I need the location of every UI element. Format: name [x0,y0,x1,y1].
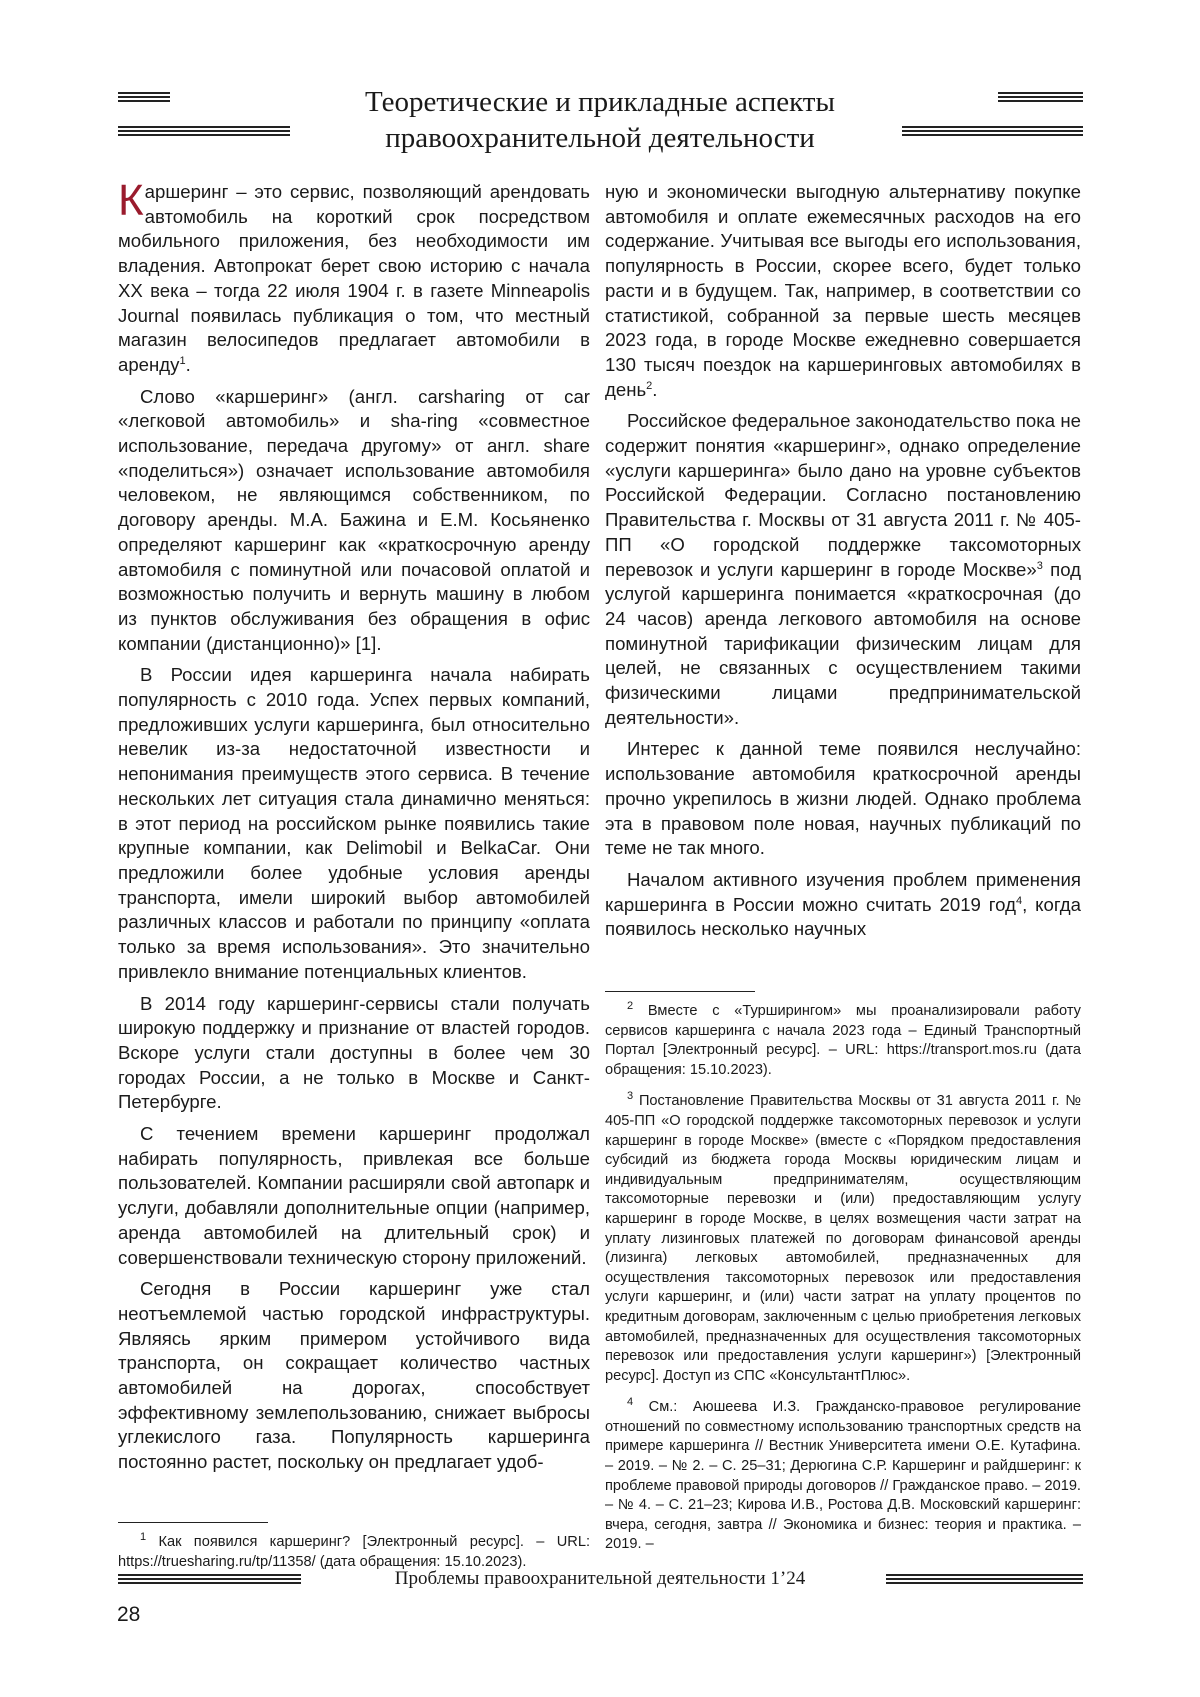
running-footer: Проблемы правоохранительной деятельности 1’24 [394,1568,806,1589]
left-column [118,176,590,1482]
paragraph: ную и экономически выгодную альтернативу покупке автомобиля и оплате ежемесячных расходов на его содержание. Учитывая все выгоды его использования, популярность в России, скорее всего, будет только расти и в будущем. Так, например, в соответствии со статистикой, собранной за первые шесть месяцев 2023 года, в городе Москве ежедневно совершается 130 тысяч поездок на каршеринговых автомобилях в день$^2$. [605,181,1081,400]
footnote-mark: 2 [646,379,653,392]
running-header [280,84,920,156]
header-rule-left-top [118,92,170,104]
footnote-4: $^4$ См.: Аюшеева И.З. Гражданско-правовое регулирование отношений по совместному использованию транспортных средств на примере каршеринга // Вестник Университета имени О.Е. Кутафина. – 2019. – № 2. – С. 25–31; Дерюгина С.Р. Каршеринг и райдшеринг: к проблеме правовой природы договоров // Гражданское право. – 2019. – № 4. – С. 21–23; Кирова И.В., Ростова Д.В. Московский каршеринг: вчера, сегодня, завтра // Экономика и бизнес: теория и практика. – 2019. – [605,1396,1081,1553]
paragraph: В 2014 году каршеринг-сервисы стали получать широкую поддержку и признание от властей городов. Вскоре услуги стали доступны в более чем 30 городах России, а не только в Москве и Санкт-Петербурге. [118,992,590,1113]
footer-rule-left [118,1574,301,1586]
footer-rule-right [886,1574,1083,1586]
paragraph: С течением времени каршеринг продолжал набирать популярность, привлекая все больше пользователей. Компании расширяли свой автопарк и услуги, добавляли дополнительные опции (например, аренда автомобилей на длительный срок) и совершенствовали техническую сторону приложений. [118,1123,590,1268]
paragraph: В России идея каршеринга начала набирать популярность с 2010 года. Успех первых компаний, предложивших услуги каршеринга, был относительно невелик из-за недостаточной известности и непонимания преимуществ этого сервиса. В течение нескольких лет ситуация стала динамично меняться: в этот период на российском рынке появились такие крупные компании, как Delimobil и BelkaCar. Они предложили более удобные условия аренды транспорта, имели широкий выбор автомобилей различных классов и работали по принципу «оплата только за время использования». Это значительно привлекло внимание потенциальных клиентов. [118,664,590,982]
footnote-mark: 4 [1015,894,1023,907]
page-number: 28 [117,1603,141,1626]
header-rule-right-top [998,92,1083,104]
paragraph: Каршеринг – это сервис, позволяющий арендовать автомобиль на короткий срок посредством мобильного приложения, без необходимости им владения. Автопрокат берет свою историю с начала XX века – тогда 22 июля 1904 г. в газете Minneapolis Journal появилась публикация о том, что местный магазин велосипедов предлагает автомобили в аренду$^1$. [118,176,590,375]
footnote-separator [605,991,755,992]
footnote-mark: 1 [179,354,186,367]
footnote-mark: 3 [1036,559,1043,572]
header-title-line2: правоохранительной деятельности [385,122,815,154]
paragraph: Интерес к данной теме появился неслучайно: использование автомобиля краткосрочной аренды прочно укрепилось в жизни людей. Однако проблема эта в правовом поле новая, научных публикаций по теме не так много. [605,738,1081,859]
header-title-line1: Теоретические и прикладные аспекты [365,86,835,118]
right-column [605,180,1081,949]
footnote-2: $^2$ Вместе с «Турширингом» мы проанализировали работу сервисов каршеринга с начала 2023 года – Единый Транспортный Портал [Электронный ресурс]. – URL: https://transport.mos.ru (дата обращения: 15.10.2023). [605,1000,1081,1078]
header-rule-right-bottom [902,126,1083,138]
drop-cap: К [118,176,144,225]
paragraph: Началом активного изучения проблем применения каршеринга в России можно считать 2019 год$^4$, когда появилось несколько научных [605,868,1081,940]
footnotes-right [605,991,1081,1567]
footnote-3: $^3$ Постановление Правительства Москвы от 31 августа 2011 г. № 405-ПП «О городской поддержке таксомоторных перевозок и услуги каршеринг в городе Москве» (вместе с «Порядком предоставления субсидий из бюджета города Москвы юридическим лицам и индивидуальным предпринимателям, осуществляющим таксомоторные перевозки и (или) предоставляющим услугу каршеринг в городе Москве, в целях возмещения части затрат на уплату лизинговых платежей по договорам финансовой аренды (лизинга) легковых автомобилей, предназначенных для осуществления таксомоторных перевозок или предоставления услуги каршеринг, и (или) части затрат на уплату процентов по кредитным договорам, заключенным с целью приобретения легковых автомобилей, предназначенных для осуществления таксомоторных перевозок или предоставления услуги каршеринг») [Электронный ресурс]. Доступ из СПС «КонсультантПлюс». [605,1090,1082,1384]
paragraph: Сегодня в России каршеринг уже стал неотъемлемой частью городской инфраструктуры. Являясь ярким примером устойчивого вида транспорта, он сокращает количество частных автомобилей на дорогах, способствует эффективному землепользованию, снижает выбросы углекислого газа. Популярность каршеринга постоянно растет, поскольку он предлагает удоб- [118,1278,590,1473]
paragraph: Российское федеральное законодательство пока не содержит понятия «каршеринг», однако определение «услуги каршеринга» было дано на уровне субъектов Российской Федерации. Согласно постановлению Правительства г. Москвы от 31 августа 2011 г. № 405-ПП «О городской поддержке таксомоторных перевозок и услуги каршеринг в городе Москве»$^3$ под услугой каршеринга понимается «краткосрочная (до 24 часов) аренда легкового автомобиля на основе поминутной тарификации физическим лицам для целей, не связанных с осуществлением такими физическими лицами предпринимательской деятельности». [605,410,1082,728]
footnote-1: $^1$ Как появился каршеринг? [Электронный ресурс]. – URL: https://truesharing.ru/tp/11358/ (дата обращения: 15.10.2023). [118,1531,590,1570]
paragraph: Слово «каршеринг» (англ. carsharing от car «легковой автомобиль» и sha-ring «совместное использование, передача другому» от англ. share «поделиться») означает использование автомобиля человеком, не являющимся собственником, по договору аренды. М.А. Бажина и Е.М. Косьяненко определяют каршеринг как «краткосрочную аренду автомобиля с поминутной или почасовой оплатой и возможностью получить и вернуть машину в любом из пунктов обслуживания без обращения в офис компании (дистанционно)» [1]. [118,385,590,654]
footnote-separator [118,1522,268,1523]
header-rule-left-bottom [118,126,290,138]
